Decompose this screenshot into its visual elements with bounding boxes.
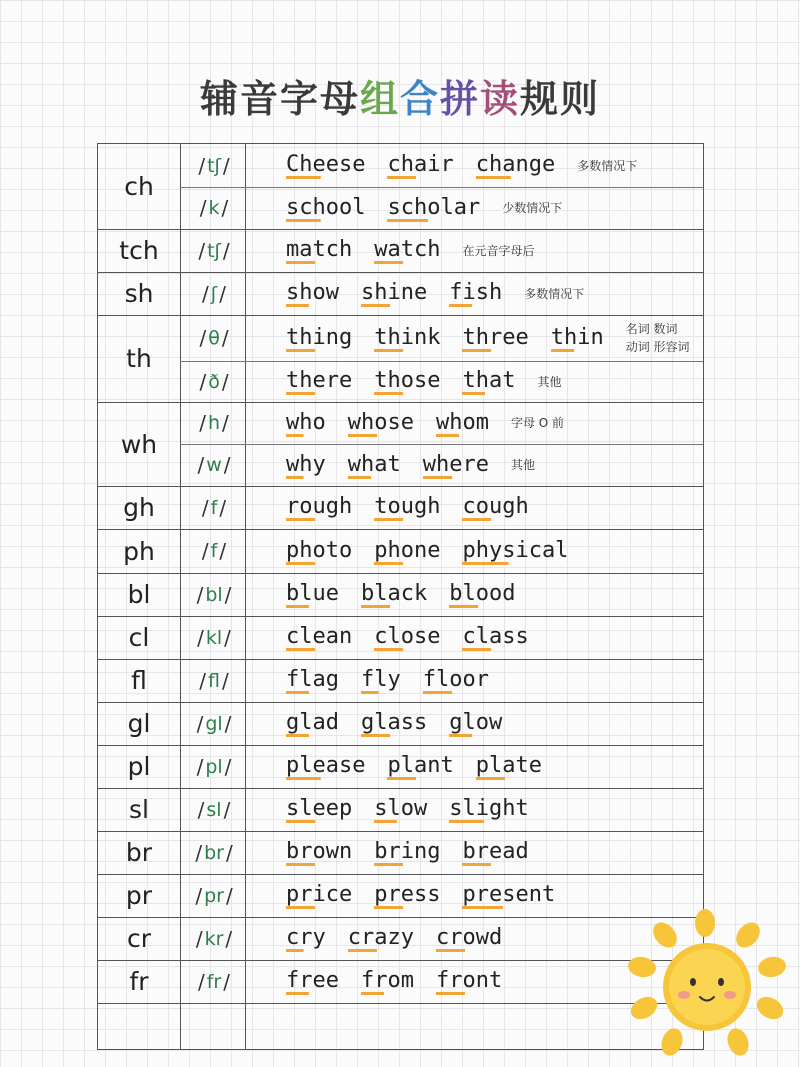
- letter-combination: ph: [123, 536, 155, 566]
- example-words: [286, 444, 699, 486]
- ipa-text: θ: [208, 327, 220, 349]
- example-words: [286, 361, 699, 402]
- example-word: brown: [286, 839, 353, 864]
- ipa-text: sl: [206, 798, 222, 821]
- example-word: tough: [374, 494, 441, 519]
- ipa-text: ʃ: [210, 282, 218, 305]
- ipa-text: pr: [204, 884, 224, 907]
- slash: /: [224, 582, 232, 607]
- example-words: [286, 486, 699, 529]
- example-word: physical: [462, 537, 569, 563]
- title-segment: 组: [359, 76, 400, 121]
- example-word: where: [422, 451, 489, 477]
- example-word: from: [360, 968, 414, 993]
- ipa-symbol: [182, 831, 246, 874]
- example-word: school: [286, 194, 366, 220]
- letter-combination: br: [125, 838, 153, 867]
- example-word: black: [360, 581, 428, 606]
- example-word: whom: [435, 409, 489, 435]
- example-words: [286, 831, 699, 874]
- slash: /: [201, 539, 209, 563]
- slash: /: [199, 668, 207, 693]
- slash: /: [224, 754, 232, 779]
- example-word: present: [462, 882, 556, 907]
- example-word: thin: [550, 324, 604, 350]
- example-word: chair: [387, 152, 454, 177]
- slash: /: [222, 238, 230, 263]
- example-words: [286, 229, 699, 272]
- slash: /: [224, 711, 232, 736]
- example-word: flag: [286, 667, 339, 692]
- rule-note: 少数情况下: [502, 201, 563, 215]
- ipa-text: br: [204, 841, 224, 864]
- ipa-symbol: [182, 573, 246, 616]
- ipa-symbol: [182, 616, 246, 659]
- slash: /: [196, 754, 204, 779]
- example-word: blue: [286, 581, 339, 606]
- example-word: blood: [449, 581, 516, 606]
- ipa-symbol: [182, 702, 246, 745]
- slash: /: [225, 883, 233, 908]
- slash: /: [198, 153, 206, 178]
- slash: /: [223, 453, 231, 477]
- ipa-symbol: [182, 361, 246, 402]
- ipa-text: fl: [208, 669, 220, 692]
- example-word: slow: [374, 796, 428, 821]
- slash: /: [202, 281, 209, 306]
- rule-note: 多数情况下: [524, 286, 585, 301]
- example-word: think: [374, 324, 441, 350]
- ipa-symbol: [182, 960, 246, 1003]
- example-word: change: [475, 152, 556, 177]
- rule-note: 在元音字母后: [462, 243, 535, 258]
- ipa-symbol: [182, 788, 246, 831]
- ipa-text: w: [206, 454, 222, 476]
- slash: /: [224, 625, 231, 650]
- example-word: phone: [374, 537, 441, 563]
- slash: /: [221, 668, 229, 693]
- title-segment: 合: [399, 76, 440, 121]
- slash: /: [195, 926, 203, 951]
- slash: /: [199, 411, 206, 435]
- example-word: bread: [462, 839, 529, 864]
- letter-combination: wh: [120, 429, 158, 459]
- ipa-text: f: [210, 496, 218, 519]
- slash: /: [197, 453, 205, 477]
- slash: /: [221, 369, 229, 394]
- slash: /: [196, 582, 204, 607]
- ipa-symbol: [182, 402, 246, 444]
- slash: /: [223, 969, 230, 994]
- ipa-text: tʃ: [207, 239, 221, 262]
- ipa-symbol: [182, 229, 246, 272]
- slash: /: [221, 326, 229, 350]
- title-segment: 辅音字母: [199, 76, 360, 121]
- ipa-text: f: [210, 540, 218, 562]
- letter-combination: th: [126, 344, 152, 373]
- example-word: slight: [449, 796, 529, 821]
- example-word: there: [286, 368, 353, 393]
- slash: /: [196, 711, 204, 736]
- example-words: [286, 144, 699, 187]
- example-words: [286, 187, 699, 229]
- example-word: what: [347, 451, 401, 477]
- ipa-symbol: [182, 745, 246, 788]
- slash: /: [223, 797, 231, 822]
- title-segment: 拼: [440, 76, 481, 121]
- ipa-text: pl: [205, 755, 223, 778]
- slash: /: [199, 326, 207, 350]
- letter-combination: gl: [127, 709, 151, 738]
- example-word: shine: [360, 280, 428, 305]
- example-word: why: [286, 451, 326, 477]
- slash: /: [197, 625, 204, 650]
- rule-note: 名词 数词 动词 形容词: [625, 322, 690, 354]
- ipa-symbol: [182, 315, 246, 361]
- slash: /: [222, 153, 230, 178]
- phonics-table: [97, 143, 704, 1050]
- example-words: [286, 529, 699, 573]
- ipa-text: h: [207, 412, 221, 434]
- ipa-symbol: [182, 529, 246, 573]
- slash: /: [195, 840, 203, 865]
- ipa-symbol: [182, 187, 246, 229]
- letter-combination: tch: [119, 236, 159, 265]
- example-word: floor: [422, 667, 489, 692]
- example-word: front: [435, 968, 503, 993]
- example-word: rough: [286, 494, 353, 519]
- ipa-symbol: [182, 874, 246, 917]
- example-word: whose: [347, 409, 414, 435]
- slash: /: [222, 411, 229, 435]
- ipa-text: gl: [205, 712, 223, 735]
- sun-icon: [620, 905, 795, 1060]
- ipa-symbol: [182, 272, 246, 315]
- ipa-symbol: [182, 917, 246, 960]
- ipa-text: bl: [205, 583, 223, 606]
- slash: /: [199, 369, 207, 394]
- ipa-symbol: [182, 659, 246, 702]
- rule-note: 多数情况下: [577, 158, 638, 173]
- example-words: [286, 745, 699, 788]
- slash: /: [225, 926, 233, 951]
- example-word: fly: [360, 667, 401, 692]
- page-title: [0, 68, 800, 123]
- example-words: [286, 402, 699, 444]
- title-segment: 读: [480, 76, 521, 121]
- example-word: crowd: [435, 925, 503, 950]
- example-word: match: [286, 237, 353, 262]
- example-word: cry: [286, 925, 326, 950]
- ipa-text: k: [208, 197, 220, 219]
- example-word: thing: [286, 324, 353, 350]
- example-word: that: [462, 368, 516, 393]
- example-word: close: [374, 624, 441, 649]
- example-word: glad: [286, 710, 339, 735]
- slash: /: [221, 196, 229, 220]
- rule-note: 字母 O 前: [510, 416, 565, 430]
- letter-combination: sh: [124, 279, 154, 308]
- slash: /: [219, 495, 227, 520]
- ipa-text: kr: [204, 927, 224, 950]
- example-word: three: [462, 324, 529, 350]
- ipa-symbol: [182, 444, 246, 486]
- example-word: free: [286, 968, 339, 993]
- ipa-text: fr: [206, 970, 222, 993]
- example-word: class: [462, 624, 529, 649]
- example-word: those: [374, 368, 441, 393]
- slash: /: [195, 883, 203, 908]
- slash: /: [219, 539, 227, 563]
- example-word: glow: [449, 710, 503, 735]
- example-word: photo: [286, 537, 353, 563]
- letter-combination: pl: [127, 752, 151, 781]
- ipa-text: tʃ: [207, 154, 221, 177]
- letter-combination: cl: [128, 623, 150, 652]
- slash: /: [197, 797, 205, 822]
- example-word: press: [374, 882, 441, 907]
- rule-note: 其他: [537, 374, 562, 389]
- letter-combination: gh: [123, 493, 155, 522]
- ipa-symbol: [182, 486, 246, 529]
- ipa-text: ð: [208, 370, 220, 393]
- example-word: price: [286, 882, 353, 907]
- example-word: glass: [360, 710, 428, 735]
- example-word: show: [286, 280, 339, 305]
- row-divider: [98, 1003, 703, 1004]
- example-word: who: [286, 409, 326, 435]
- example-word: scholar: [387, 194, 481, 220]
- letter-combination: bl: [127, 580, 151, 609]
- example-words: [286, 315, 699, 361]
- example-word: Cheese: [286, 152, 366, 177]
- slash: /: [199, 196, 207, 220]
- example-word: plant: [387, 753, 454, 778]
- example-word: please: [286, 753, 366, 778]
- example-words: [286, 788, 699, 831]
- letter-combination: cr: [126, 924, 152, 953]
- example-word: sleep: [286, 796, 353, 821]
- letter-combination: fr: [129, 967, 149, 996]
- example-word: fish: [449, 280, 503, 305]
- example-word: cough: [462, 494, 529, 519]
- slash: /: [197, 969, 205, 994]
- letter-combination: fl: [131, 666, 147, 695]
- example-words: [286, 616, 699, 659]
- example-words: [286, 272, 699, 315]
- example-word: clean: [286, 624, 353, 649]
- rule-note: 其他: [510, 458, 535, 472]
- slash: /: [225, 840, 233, 865]
- example-word: crazy: [347, 925, 414, 950]
- example-words: [286, 573, 699, 616]
- column-divider: [180, 144, 181, 1049]
- letter-combination: ch: [124, 172, 154, 201]
- example-word: bring: [374, 839, 441, 864]
- title-segment: 规则: [520, 76, 601, 121]
- ipa-symbol: [182, 144, 246, 187]
- example-words: [286, 659, 699, 702]
- ipa-text: kl: [205, 626, 223, 649]
- letter-combination: sl: [129, 795, 149, 824]
- slash: /: [219, 281, 226, 306]
- example-word: plate: [475, 753, 542, 778]
- slash: /: [201, 495, 209, 520]
- example-word: watch: [374, 237, 441, 262]
- example-words: [286, 702, 699, 745]
- letter-combination: pr: [125, 881, 153, 910]
- slash: /: [198, 238, 206, 263]
